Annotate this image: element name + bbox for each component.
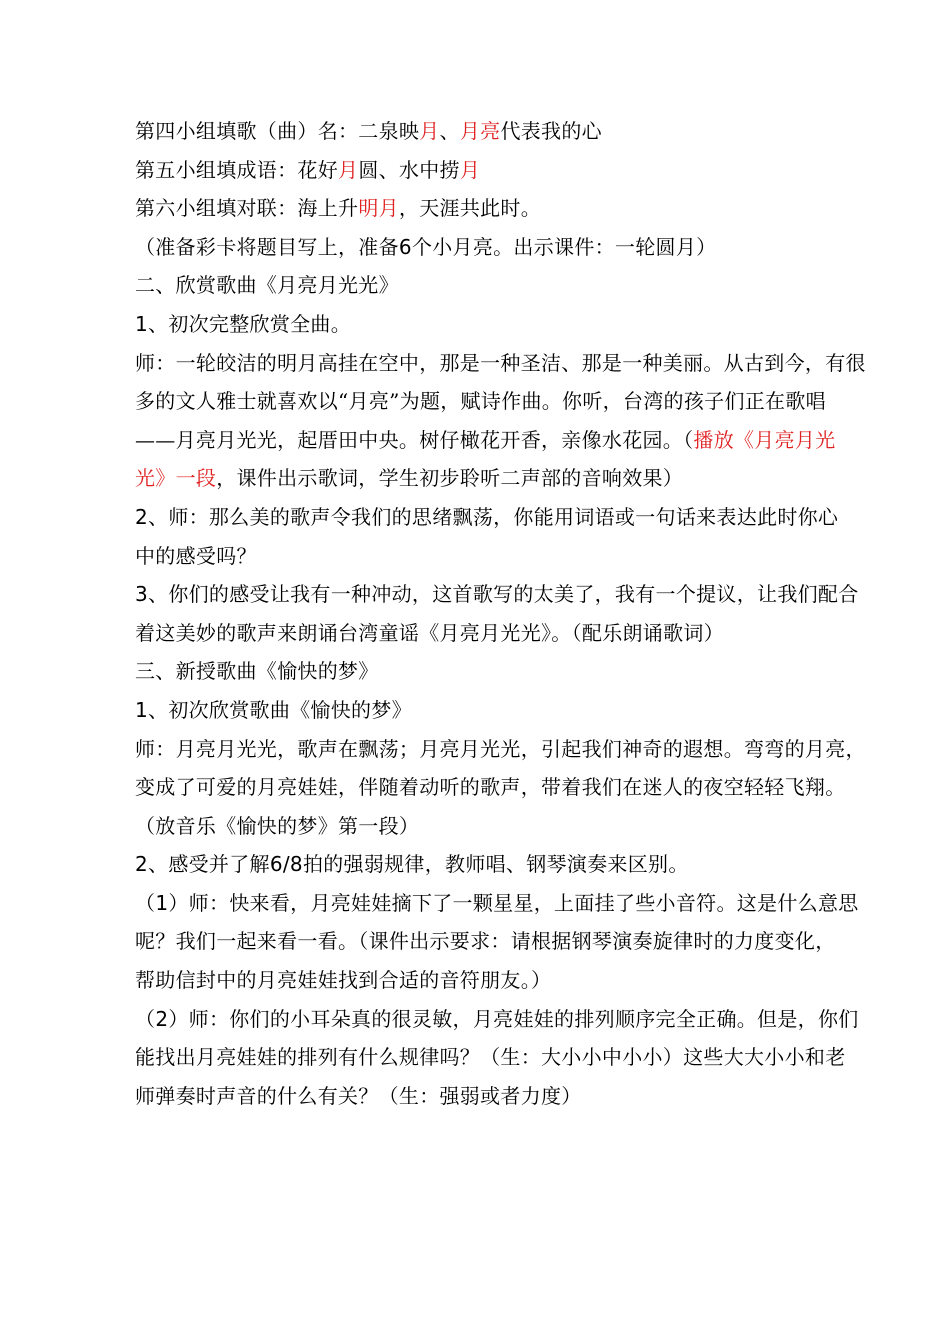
- text-segment: 二、欣赏歌曲《月亮月光光》: [135, 273, 399, 298]
- text-segment: ）师：快来看，月亮娃娃摘下了一颗星星，上面挂了些小音符。这是什么意思: [168, 890, 859, 915]
- text-segment: 师弹奏时声音的什么有关？（生：强弱或者力度）: [135, 1083, 582, 1108]
- text-line: [135, 961, 880, 1000]
- text-segment: 、你们的感受让我有一种冲动，这首歌写的太美了，我有一个提议，让我们配合: [148, 582, 859, 607]
- text-line: [135, 1000, 880, 1039]
- highlighted-text: 月: [338, 157, 359, 182]
- text-line: [135, 922, 880, 961]
- text-segment: 变成了可爱的月亮娃娃，伴随着动听的歌声，带着我们在迷人的夜空轻轻飞翔。: [135, 775, 846, 800]
- text-segment: 中的感受吗？: [135, 543, 257, 568]
- text-line: [135, 228, 880, 267]
- text-segment: 第四小组填歌（曲）名：二泉映: [135, 119, 420, 143]
- text-line: [135, 537, 880, 576]
- text-segment: 1: [135, 311, 149, 336]
- text-segment: 2: [155, 1006, 169, 1031]
- text-line: [135, 614, 880, 653]
- highlighted-text: 月亮: [459, 119, 501, 143]
- text-segment: 、师：那么美的歌声令我们的思绪飘荡，你能用词语或一句话来表达此时你心: [148, 504, 839, 529]
- text-line: [135, 807, 880, 846]
- text-segment: 、初次欣赏歌曲《愉快的梦》: [148, 697, 412, 722]
- text-line: [135, 1077, 880, 1116]
- text-segment: 能找出月亮娃娃的排列有什么规律吗？（生：大小小中小小）这些大大小小和老: [135, 1045, 846, 1070]
- text-line: [135, 1038, 880, 1077]
- text-segment: ）师：你们的小耳朵真的很灵敏，月亮娃娃的排列顺序完全正确。但是，你们: [168, 1006, 859, 1031]
- text-segment: 代表我的心: [500, 119, 602, 143]
- text-segment: 6: [398, 234, 412, 259]
- text-segment: （: [135, 890, 156, 915]
- highlighted-text: 月: [459, 157, 481, 182]
- text-segment: 第五小组填成语：花好: [135, 157, 338, 182]
- text-line: [135, 768, 880, 807]
- text-segment: 2: [135, 852, 149, 877]
- highlighted-text: 光》一段: [135, 466, 217, 491]
- text-segment: 2: [135, 504, 149, 529]
- text-line: [135, 845, 880, 884]
- text-segment: 拍的强弱规律，教师唱、钢琴演奏来区别。: [302, 852, 689, 877]
- highlighted-text: 明月: [358, 196, 399, 221]
- text-line: [135, 112, 880, 151]
- lesson-plan-text: [135, 112, 880, 1115]
- text-segment: 、感受并了解: [148, 852, 270, 877]
- text-line: [135, 266, 880, 305]
- text-line: [135, 421, 880, 460]
- text-segment: 6/8: [269, 852, 303, 877]
- text-segment: （准备彩卡将题目写上，准备: [135, 234, 399, 259]
- text-line: [135, 151, 880, 190]
- text-line: [135, 730, 880, 769]
- text-segment: ——月亮月光光，起厝田中央。树仔橄花开香，亲像水花园。（: [135, 427, 694, 452]
- text-segment: 三、新授歌曲《愉快的梦》: [135, 659, 379, 684]
- text-segment: ，天涯共此时。: [398, 196, 542, 221]
- text-line: [135, 344, 880, 383]
- text-segment: 3: [135, 582, 149, 607]
- text-line: [135, 498, 880, 537]
- text-segment: 第六小组填对联：海上升: [135, 196, 359, 221]
- text-line: [135, 189, 880, 228]
- text-segment: 帮助信封中的月亮娃娃找到合适的音符朋友。）: [135, 968, 552, 993]
- text-line: [135, 884, 880, 923]
- text-segment: 呢？我们一起来看一看。（课件出示要求：请根据钢琴演奏旋律时的力度变化，: [135, 929, 836, 954]
- highlighted-text: 月: [419, 119, 440, 143]
- text-segment: 多的文人雅士就喜欢以“月亮”为题，赋诗作曲。你听，台湾的孩子们正在歌唱: [135, 389, 826, 414]
- text-line: [135, 691, 880, 730]
- text-segment: （: [135, 1006, 156, 1031]
- text-line: [135, 459, 880, 498]
- text-line: [135, 575, 880, 614]
- text-segment: 1: [155, 890, 169, 915]
- text-segment: 师：一轮皎洁的明月高挂在空中，那是一种圣洁、那是一种美丽。从古到今，有很: [135, 350, 866, 375]
- text-segment: ，课件出示歌词，学生初步聆听二声部的音响效果）: [216, 466, 684, 491]
- text-line: [135, 382, 880, 421]
- text-segment: 个小月亮。出示课件：一轮圆月）: [411, 234, 717, 259]
- text-line: [135, 652, 880, 691]
- text-segment: （放音乐《愉快的梦》第一段）: [135, 813, 420, 838]
- text-segment: 1: [135, 697, 149, 722]
- text-segment: 、初次完整欣赏全曲。: [148, 311, 352, 336]
- text-line: [135, 305, 880, 344]
- text-segment: 师：月亮月光光，歌声在飘荡；月亮月光光，引起我们神奇的遐想。弯弯的月亮，: [135, 736, 866, 761]
- text-segment: 圆、水中捞: [358, 157, 460, 182]
- highlighted-text: 播放《月亮月光: [693, 427, 836, 452]
- text-segment: 着这美妙的歌声来朗诵台湾童谣《月亮月光光》。（配乐朗诵歌词）: [135, 620, 724, 645]
- text-segment: 、: [439, 119, 460, 143]
